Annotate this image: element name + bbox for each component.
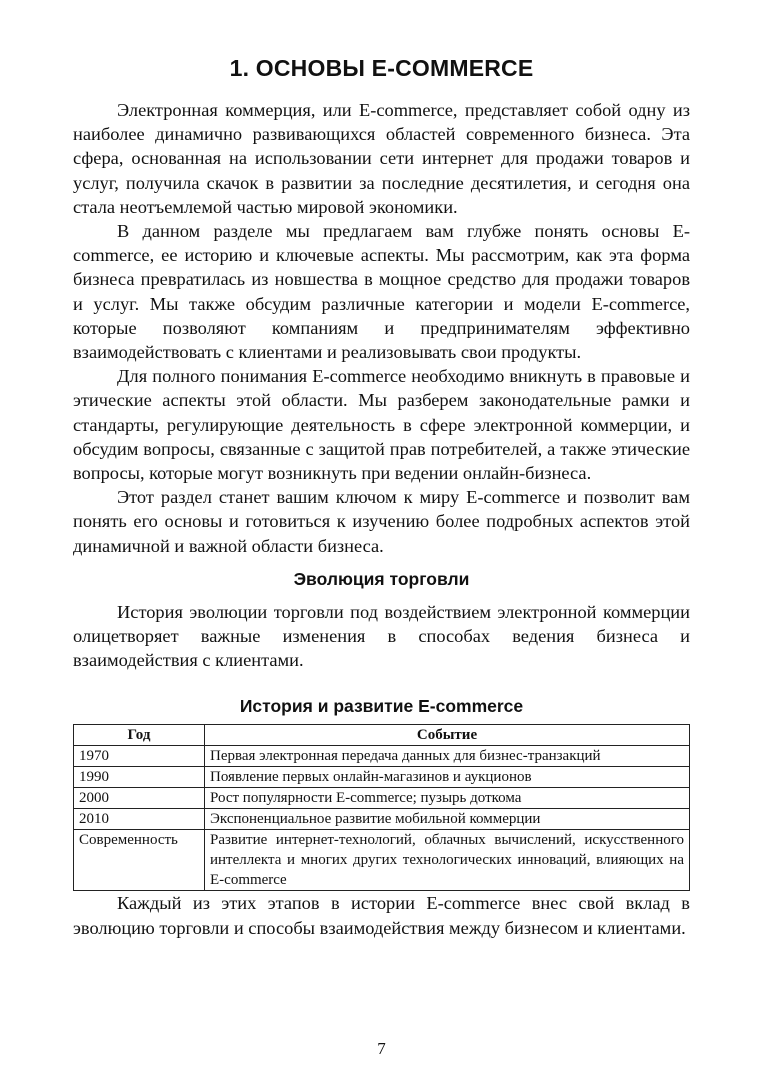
table-row xyxy=(74,788,690,809)
table-row xyxy=(74,767,690,788)
table-title: История и развитие E-commerce xyxy=(239,696,524,717)
history-table xyxy=(73,724,690,891)
intro-paragraph-4: Этот раздел станет вашим ключом к миру E-commerce и позволит вам понять его основы и готовиться к изучению более подробных аспектов этой динамичной и важной области бизнеса. xyxy=(73,487,690,556)
cell-year: 2010 xyxy=(74,809,205,830)
page-content xyxy=(73,52,690,940)
section-paragraph: История эволюции торговли под воздействием электронной коммерции олицетворяет важные изменения в способах ведения бизнеса и взаимодействия с клиентами. xyxy=(73,601,690,671)
table-header-row xyxy=(74,725,690,746)
cell-event: Появление первых онлайн-магазинов и аукционов xyxy=(205,767,690,788)
section-title: Эволюция торговли xyxy=(293,568,470,589)
table-row xyxy=(74,830,690,891)
cell-event: Развитие интернет-технологий, облачных вычислений, искусственного интеллекта и многих других технологических инноваций, влияющих на E-commerce xyxy=(205,830,690,891)
intro-paragraph-3: Для полного понимания E-commerce необходимо вникнуть в правовые и этические аспекты этой области. Мы разберем законодательные рамки и стандарты, регулирующие деятельность в сфере электронной коммерции, и обсудим вопросы, связанные с защитой прав потребителей, а также этические вопросы, которые могут возникнуть при ведении онлайн-бизнеса. xyxy=(73,366,690,484)
cell-year: Современность xyxy=(74,830,205,891)
table-row xyxy=(74,746,690,767)
cell-event: Рост популярности E-commerce; пузырь доткома xyxy=(205,788,690,809)
cell-event: Экспоненциальное развитие мобильной коммерции xyxy=(205,809,690,830)
table-row xyxy=(74,809,690,830)
chapter-title: 1. ОСНОВЫ E-COMMERCE xyxy=(229,55,534,81)
page-number: 7 xyxy=(377,1039,386,1058)
closing-paragraph: Каждый из этих этапов в истории E-commerce внес свой вклад в эволюцию торговли и способы взаимодействия между бизнесом и клиентами. xyxy=(73,893,690,938)
header-year: Год xyxy=(74,725,205,746)
header-event: Событие xyxy=(205,725,690,746)
cell-year: 1970 xyxy=(74,746,205,767)
cell-year: 1990 xyxy=(74,767,205,788)
intro-paragraph-1: Электронная коммерция, или E-commerce, представляет собой одну из наиболее динамично развивающихся областей современного бизнеса. Эта сфера, основанная на использовании сети интернет для продажи товаров и услуг, получила скачок в развитии за последние десятилетия, и сегодня она стала неотъемлемой частью мировой экономики. xyxy=(73,100,690,217)
cell-year: 2000 xyxy=(74,788,205,809)
cell-event: Первая электронная передача данных для бизнес-транзакций xyxy=(205,746,690,767)
intro-paragraph-2: В данном разделе мы предлагаем вам глубже понять основы E-commerce, ее историю и ключевые аспекты. Мы рассмотрим, как эта форма бизнеса превратилась из новшества в мощное средство для продажи товаров и услуг. Мы также обсудим различные категории и модели E-commerce, которые позволяют компаниям и предпринимателям эффективно взаимодействовать с клиентами и реализовывать свои продукты. xyxy=(73,221,690,363)
